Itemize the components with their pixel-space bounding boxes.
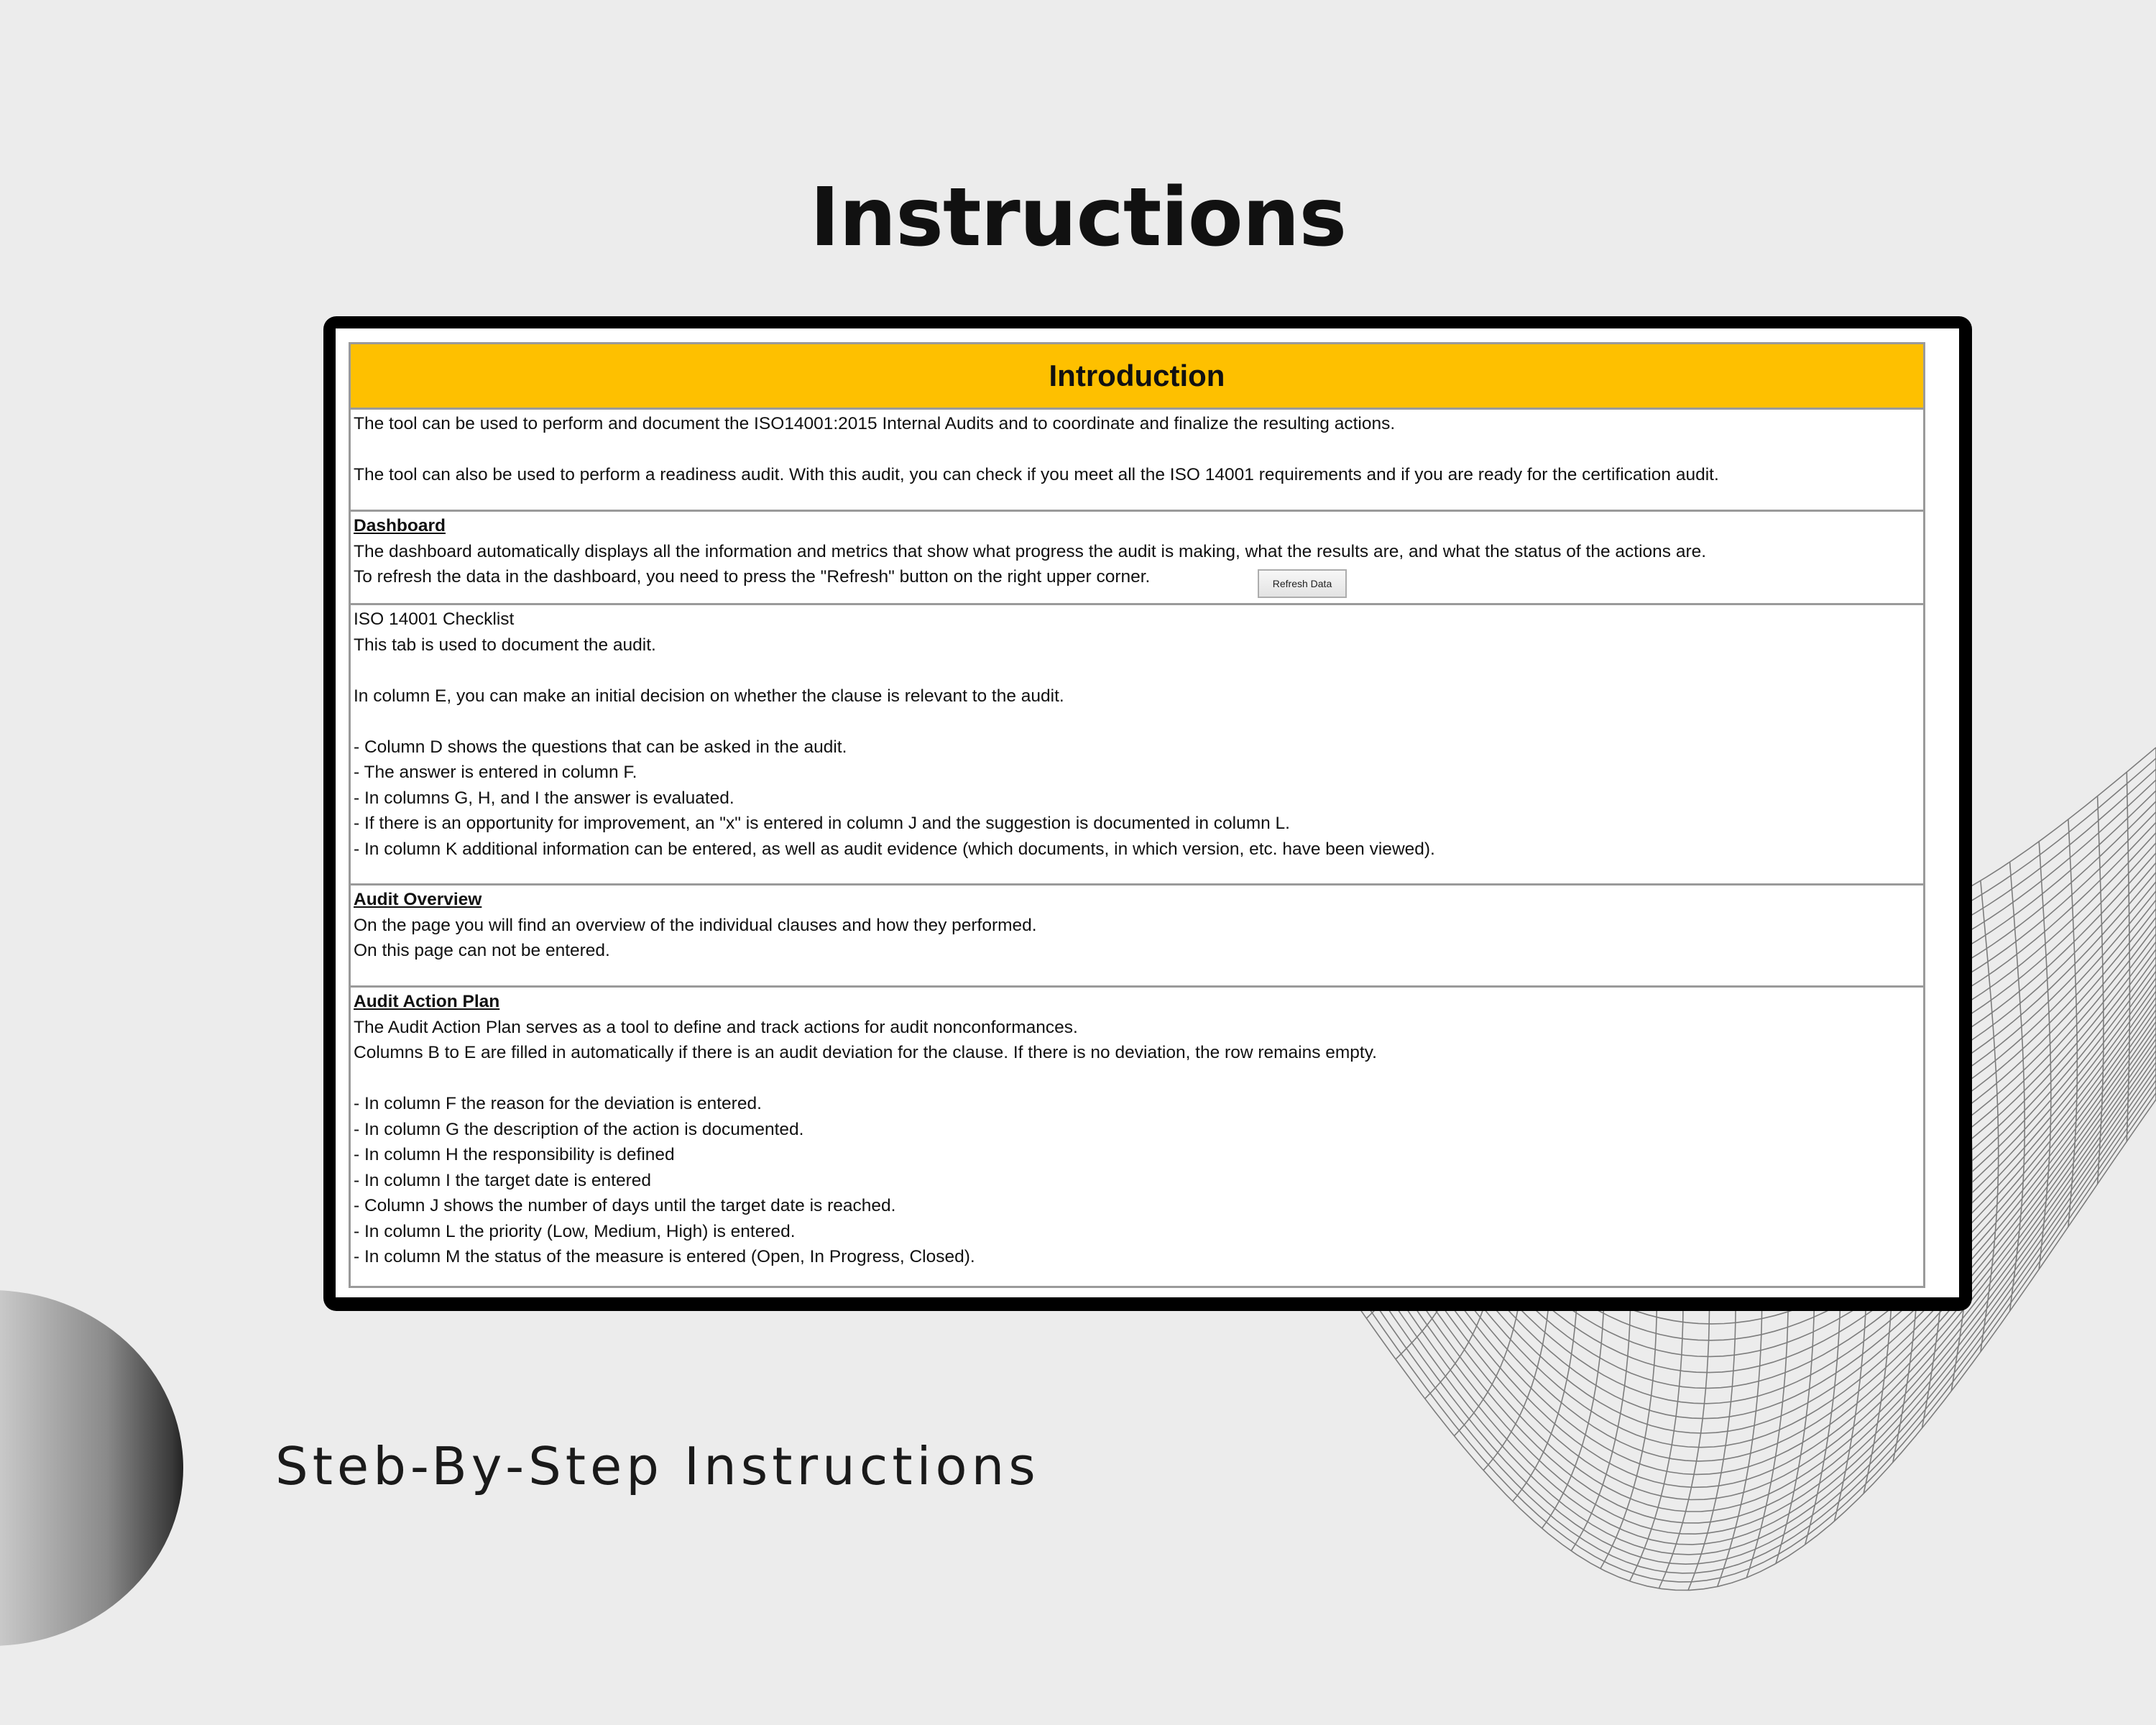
page-title: Instructions [809,171,1347,264]
intro-line: The tool can also be used to perform a readiness audit. With this audit, you can check if you meet all the ISO 14001 requirements and if you are ready for the certification audit. [354,465,1719,484]
dashboard-section [351,512,1923,605]
action-plan-bullet: - In column H the responsibility is defined [354,1145,675,1164]
checklist-line: In column E, you can make an initial decision on whether the clause is relevant to the audit. [354,686,1064,706]
action-plan-bullet: - In column L the priority (Low, Medium, High) is entered. [354,1221,796,1241]
checklist-heading: ISO 14001 Checklist [354,610,515,629]
action-plan-line: Columns B to E are filled in automatically if there is an audit deviation for the clause. If there is no deviation, the row remains empty. [354,1043,1377,1062]
dashboard-line: To refresh the data in the dashboard, you need to press the "Refresh" button on the right upper corner. [354,567,1151,586]
audit-overview-section [351,886,1923,988]
audit-overview-line: On the page you will find an overview of the individual clauses and how they performed. [354,915,1037,935]
checklist-bullet: - If there is an opportunity for improvement, an "x" is entered in column J and the suggestion is documented in column L. [354,814,1290,833]
intro-line: The tool can be used to perform and document the ISO14001:2015 Internal Audits and to coordinate and finalize the resulting actions. [354,414,1396,433]
action-plan-bullet: - In column G the description of the action is documented. [354,1119,804,1139]
audit-overview-heading: Audit Overview [354,890,482,909]
action-plan-bullet: - In column F the reason for the deviation is entered. [354,1094,762,1113]
instructions-sheet [349,342,1925,1288]
blank-line [354,1066,1920,1092]
checklist-bullet: - Column D shows the questions that can be asked in the audit. [354,737,847,757]
gradient-half-circle [0,1290,183,1646]
checklist-bullet: - The answer is entered in column F. [354,763,637,782]
action-plan-line: The Audit Action Plan serves as a tool to define and track actions for audit nonconformances. [354,1017,1078,1037]
audit-action-plan-section [351,988,1923,1270]
checklist-bullet: - In columns G, H, and I the answer is evaluated. [354,788,734,808]
checklist-bullet: - In column K additional information can be entered, as well as audit evidence (which documents, in which version, etc. have been viewed). [354,839,1435,859]
action-plan-bullet: - Column J shows the number of days until the target date is reached. [354,1196,896,1215]
blank-line [354,709,1920,735]
blank-line [354,437,1920,463]
dashboard-heading: Dashboard [354,516,446,535]
checklist-section [351,605,1923,886]
audit-action-plan-heading: Audit Action Plan [354,992,500,1011]
dashboard-line: The dashboard automatically displays all the information and metrics that show what progress the audit is making, what the results are, and what the status of the actions are. [354,541,1707,561]
action-plan-bullet: - In column M the status of the measure is entered (Open, In Progress, Closed). [354,1247,975,1266]
refresh-data-button[interactable]: Refresh Data [1258,569,1347,598]
page-subtitle: Steb-By-Step Instructions [275,1436,1040,1496]
audit-overview-line: On this page can not be entered. [354,941,610,960]
checklist-line: This tab is used to document the audit. [354,635,656,655]
blank-line [354,658,1920,684]
intro-section [351,410,1923,512]
action-plan-bullet: - In column I the target date is entered [354,1170,652,1190]
introduction-header: Introduction [351,344,1923,410]
